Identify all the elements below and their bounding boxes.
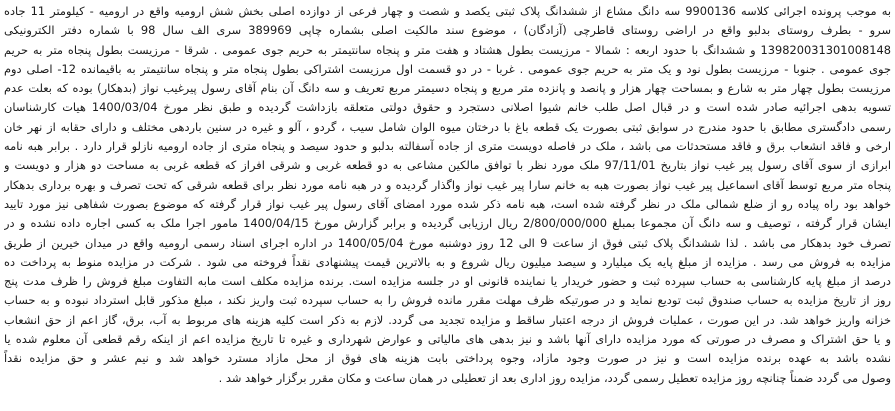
notice-line-1: به موجب پرونده اجرائی کلاسه 9900136 سه دانگ مشاع از ششدانگ پلاک ثبتی یکصد و شصت و چهار فرعی از دوازده اصلی بخش شش ارومیه واقع در ارومیه - کیلومتر 11 جاده bbox=[4, 4, 891, 18]
notice-line-15: درصد از مبلغ پایه کارشناسی به حساب سپرده ثبت و حضور خریدار یا نماینده قانونی او در جلسه مزایده است. برنده مزایده مکلف است مابه التفاوت مبلغ فروش را ظرف مدت پنج bbox=[4, 274, 891, 289]
notice-line-19: نشده باشد به عهده برنده مزایده است و نیز در صورت وجود مازاد، وجوه پرداختی بابت هزینه های فوق از محل مازاد مسترد خواهد شد و نیم عشر و حق مزایده نقداً bbox=[4, 351, 891, 366]
notice-line-12: ایشان قرار گرفته ، توصیف و سه دانگ آن مجموعا بمبلغ 2/800/000/000 ریال ارزیابی گردیده و برابر گزارش مورخ 1400/04/15 مامور اجرا ملک به کسی اجاره داده نشده و در bbox=[4, 216, 891, 231]
notice-line-14: مزایده به فروش می رسد . مزایده از مبلغ پایه یک میلیارد و سیصد میلیون ریال شروع و به بالاترین قیمت پیشنهادی نقداً فروخته می شود . شرکت در مزایده منوط به پرداخت ده bbox=[4, 254, 891, 269]
notice-line-5: مرزیست بطول چهار متر به شارع و بمساحت چهار هزار و پانصد و پانزده متر مربع و پنجاه دسیمتر مربع تعریف و سه دانگ آن بنام آقای رسول پیرغیب نواز (بدهکار) بوده که بعلت عدم bbox=[4, 81, 891, 96]
notice-line-4: جوی عمومی . جنوبا - مرزیست بطول نود و یک متر به حریم جوی عمومی . غربا - در دو قسمت اول مرزیست اشتراکی بطول پنجاه متر و پنجاه سانتیمتر به باقیمانده 12- اصلی دوم bbox=[4, 61, 891, 76]
notice-line-20: وصول می گردد ضمناً چنانچه روز مزایده تعطیل رسمی گردد، مزایده روز اداری بعد از تعطیلی در همان ساعت و مکان مقرر برگزار خواهد شد . bbox=[218, 370, 891, 385]
notice-line-10: پنجاه متر مربع توسط آقای اسماعیل پیر غیب نواز بصورت هبه به خانم سارا پیر غیب نواز واگذار گردیده و در هبه نامه مورد نظر برای قطعه شرقی که تحت تصرف و بهره برداری بدهکار bbox=[4, 177, 891, 192]
notice-line-17: خزانه واریز خواهد شد. در این صورت ، عملیات فروش از درجه اعتبار ساقط و مزایده تجدید می گردد. لازم به ذکر است کلیه هزینه های مربوط به آب، برق، گاز اعم از حق انشعاب bbox=[4, 312, 891, 327]
notice-line-2: سرو - بطرف روستای بدلبو واقع در اراضی روستای قاطرچی (آزادگان) ، موضوع سند مالکیت اصلی بشماره چاپی 389969 سری الف سال 98 با شماره دفتر الکترونیکی bbox=[4, 23, 891, 38]
notice-line-6: تسویه بدهی اجرائیه صادر شده است و در قبال اصل طلب خانم شیوا اصلانی دستجرد و حقوق دولتی متعلقه بازداشت گردیده و طبق نظر مورخ 1400/03/04 هیات کارشناسان bbox=[4, 100, 891, 115]
notice-line-9: ابرازی از سوی آقای رسول پیر غیب نواز بتاریخ 97/11/01 ملک مورد نظر با توافق مالکین مشاعی به دو قطعه غربی و شرقی افراز که قطعه غربی به مساحت دو هزار و دویست و bbox=[4, 158, 891, 173]
notice-line-18: و یا حق اشتراک و مصرف در صورتی که مورد مزایده دارای آنها باشد و نیز بدهی های مالیاتی و عوارض شهرداری و غیره تا تاریخ مزایده اعم از اینکه رقم قطعی آن معلوم شده یا bbox=[4, 332, 891, 347]
notice-line-16: روز از تاریخ مزایده به حساب صندوق ثبت تودیع نماید و در صورتیکه ظرف مهلت مقرر مانده فروش را به حساب سپرده ثبت واریز نکند ، مبلغ مذکور قابل استرداد نبوده و به حساب bbox=[4, 293, 891, 308]
notice-line-11: خواهد بود راه پیاده رو از ضلع شمالی ملک در نظر گرفته شده است، هبه نامه ذکر شده مورد امضای آقای رسول پیر غیب نواز قرار گرفته که موضوع بصورت شفاهی نیز مورد تایید bbox=[4, 196, 891, 211]
notice-line-7: رسمی دادگستری مطابق با حدود مندرج در سوابق ثبتی بصورت یک قطعه باغ با درختان میوه الوان شامل سیب ، گردو ، آلو و غیره در سنین باردهی مختلف و دارای حقابه از نهر خان bbox=[4, 119, 891, 134]
notice-line-3: 139820031301008148 و ششدانگ با حدود اربعه : شمالا - مرزیست بطول هشتاد و هفت متر و پنجاه سانتیمتر به حریم جوی عمومی . شرقا - مرزیست بطول پنجاه متر به حریم bbox=[4, 42, 891, 57]
notice-line-13: تصرف خود بدهکار می باشد . لذا ششدانگ پلاک ثبتی فوق از ساعت 9 الی 12 روز دوشنبه مورخ 1400/05/04 در اداره اجرای اسناد رسمی ارومیه واقع در میدان خیرین از طریق bbox=[4, 235, 891, 250]
notice-line-8: ارخی و فاقد انشعاب برق و فاقد مستحدثات می باشد ، ملک در فاصله دویست متری از جاده آسفالته بدلبو و حدود سیصد و پنجاه متری از جاده ارومیه نازلو قرار دارد . برابر هبه نامه bbox=[4, 139, 891, 154]
